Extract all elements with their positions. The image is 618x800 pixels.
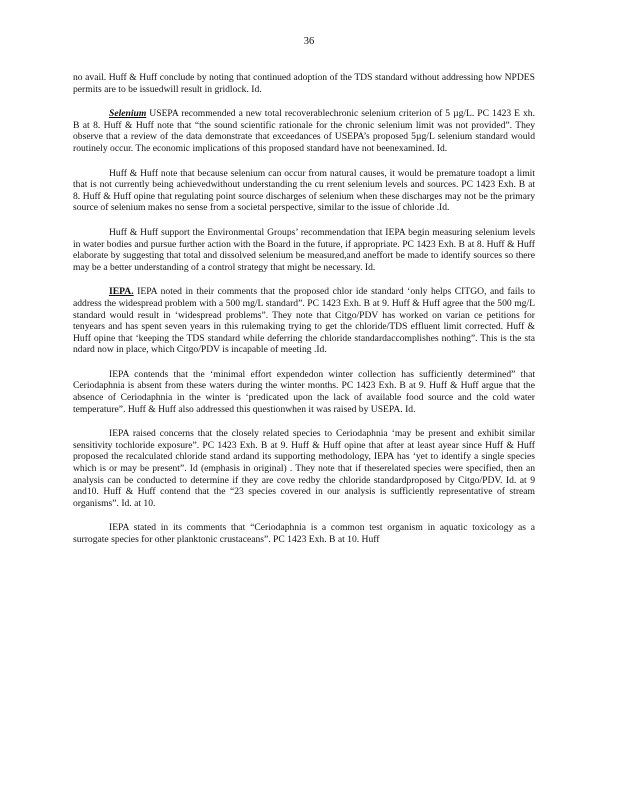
paragraph-text: IEPA noted in their comments that the proposed chlor ide standard ‘only helps CITGO, and fails to address the widespread problem with a 500 mg/L standard”. PC 1423 Exh. B at 9. Huff & Huff agree that the 500 mg/L standard would result in ‘widespread problems”. They note that Citgo/PDV has worked on varian ce petitions for tenyears and has spent seven years in this rulemaking trying to get the chloride/TDS effluent limit corrected. Huff & Huff opine that ‘keeping the TDS standard while deferring the chloride standardaccomplishes nothing”. This is the sta ndard now in place, which Citgo/PDV is incapable of meeting .Id. — [73, 286, 535, 356]
paragraph-text: Huff & Huff support the Environmental Groups’ recommendation that IEPA begin measuring selenium levels in water bodies and pursue further action with the Board in the future, if appropriate. PC 1423 Exh. B at 8. Huff & Huff elaborate by suggesting that total and dissolved selenium be measured,and aneffort be made to identify sources so there may be a better understanding of a control strategy that might be necessary. Id. — [73, 226, 535, 273]
paragraph-text: IEPA raised concerns that the closely related species to Ceriodaphnia ‘may be present and exhibit similar sensitivity tochloride exposure”. PC 1423 Exh. B at 9. Huff & Huff opine that after at least ayear since Huff & Huff proposed the recalculated chloride stand ardand its supporting methodology, IEPA has ‘yet to identify a single species which is or may be present”. Id (emphasis in original) . They note that if theserelated species were specified, then an analysis can be conducted to determine if they are cove redby the chloride standardproposed by Citgo/PDV. Id. at 9 and10. Huff & Huff contend that the “23 species covered in our analysis is sufficiently representative of stream organisms”. Id. at 10. — [73, 428, 535, 509]
document-body — [73, 72, 535, 559]
paragraph-6 — [73, 369, 535, 415]
paragraph-1 — [73, 72, 535, 95]
paragraph-7 — [73, 428, 535, 509]
paragraph-iepa — [73, 286, 535, 356]
paragraph-4 — [73, 227, 535, 273]
paragraph-selenium — [73, 108, 535, 154]
section-heading-iepa: IEPA. — [109, 286, 134, 298]
paragraph-text: IEPA stated in its comments that “Ceriodaphnia is a common test organism in aquatic toxicology as a surrogate species for other planktonic crustaceans”. PC 1423 Exh. B at 10. Huff — [73, 522, 535, 545]
paragraph-text: IEPA contends that the ‘minimal effort expendedon winter collection has sufficiently determined” that Ceriodaphnia is absent from these waters during the winter months. PC 1423 Exh. B at 9. Huff & Huff argue that the absence of Ceriodaphnia in the winter is ‘predicated upon the lack of available food source and the cold water temperature”. Huff & Huff also addressed this questionwhen it was raised by USEPA. Id. — [73, 368, 535, 415]
paragraph-3 — [73, 168, 535, 214]
paragraph-text: Huff & Huff note that because selenium can occur from natural causes, it would be premature toadopt a limit that is not currently being achievedwithout understanding the cu rrent selenium levels and sources. PC 1423 Exh. B at 8. Huff & Huff opine that regulating point source discharges of selenium when these discharges may not be the primary source of selenium makes no sense from a societal perspective, similar to the issue of chloride .Id. — [73, 167, 535, 214]
paragraph-8 — [73, 522, 535, 545]
section-heading-selenium: Selenium — [109, 108, 147, 120]
paragraph-text: USEPA recommended a new total recoverablechronic selenium criterion of 5 µg/L. PC 1423 E xh. B at 8. Huff & Huff note that “the sound scientific rationale for the chronic selenium limit was not provided”. They observe that a review of the data demonstrate that exceedances of USEPA’s proposed 5µg/L selenium standard would routinely occur. The economic implications of this proposed standard have not beenexamined. Id. — [73, 108, 535, 154]
page-number: 36 — [303, 36, 315, 47]
paragraph-text: no avail. Huff & Huff conclude by noting that continued adoption of the TDS standard without addressing how NPDES permits are to be issuedwill result in gridlock. Id. — [73, 72, 535, 95]
